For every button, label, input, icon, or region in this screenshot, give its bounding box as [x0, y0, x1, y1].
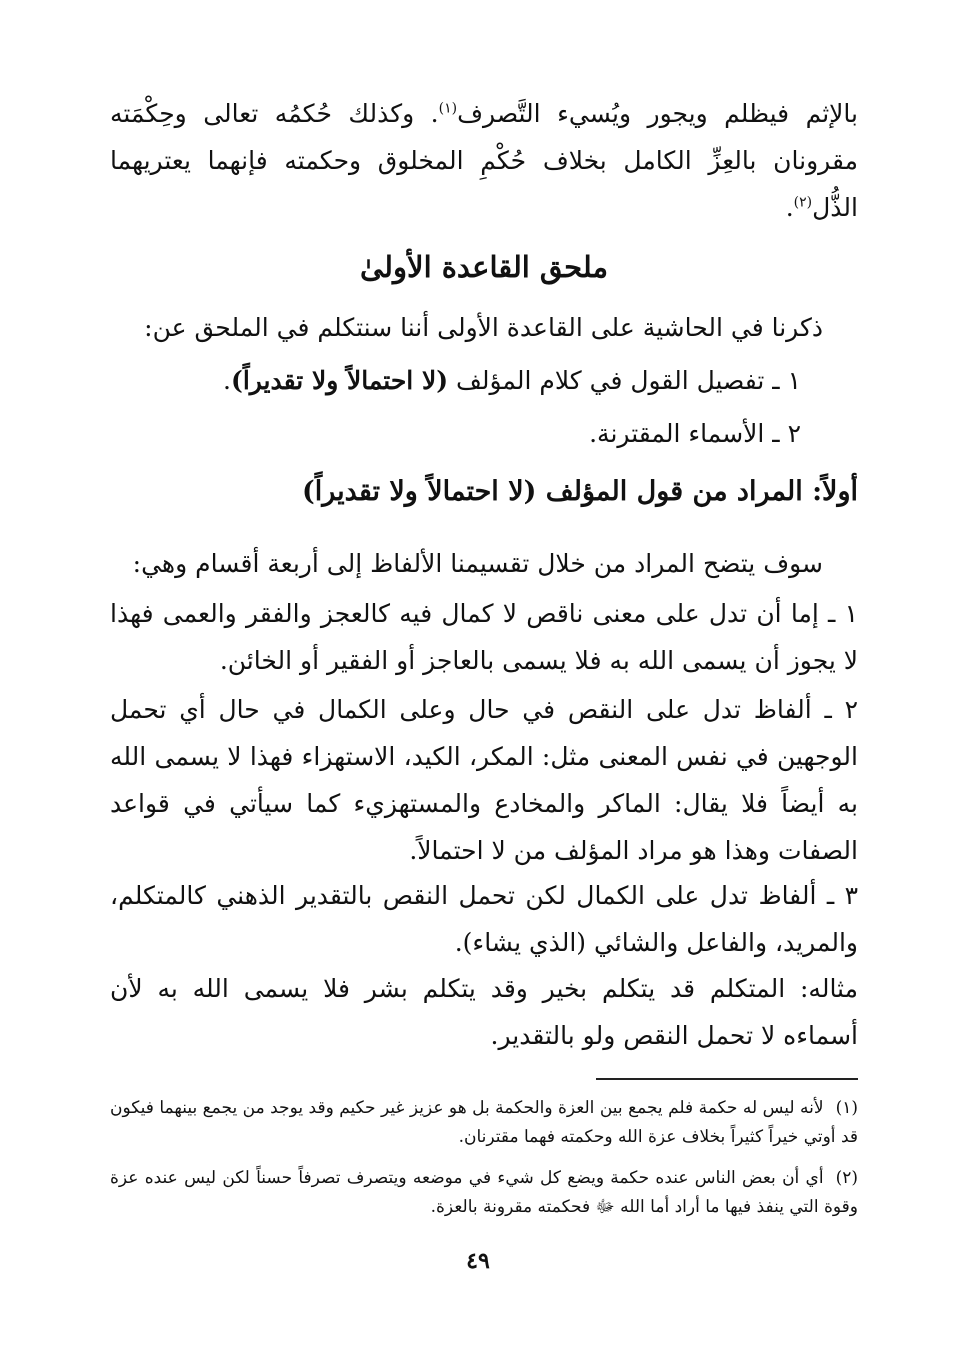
- paragraph-category-3: ٣ ـ ألفاظ تدل على الكمال لكن تحمل النقص بالتقدير الذهني كالمتكلم، والمريد، والفاعل والشائي (الذي يشاء).: [110, 881, 858, 957]
- list-item-1: [223, 357, 801, 404]
- footnote-ref-2[interactable]: (٢): [793, 194, 813, 211]
- footnote-2: [110, 1164, 858, 1222]
- footnote-2-text: أي أن بعض الناس عنده حكمة ويضع كل شيء في موضعه ويتصرف تصرفاً حسناً لكن ليس عنده عزة وقوة التي ينفذ فيها ما أراد أما الله ﷻ فحكمته مقرونة بالعزة.: [110, 1168, 858, 1217]
- list-item-1-suffix: .: [223, 366, 231, 395]
- footnote-divider: [596, 1078, 858, 1080]
- list-item-1-text: ١ ـ تفصيل القول في كلام المؤلف: [448, 366, 801, 395]
- footnote-ref-1[interactable]: (١): [438, 100, 458, 117]
- page-number: ٤٩: [466, 1248, 490, 1274]
- list-item-1-bold: (لا احتمالاً ولا تقديراً): [230, 366, 449, 395]
- footnote-1: [110, 1094, 858, 1152]
- intro-paragraph: ذكرنا في الحاشية على القاعدة الأولى أننا سنتكلم في الملحق عن:: [144, 313, 823, 342]
- paragraph-example: مثاله: المتكلم قد يتكلم بخير وقد يتكلم بشر فلا يسمى الله به لأن أسماءه لا تحمل النقص ولو بالتقدير.: [110, 974, 858, 1050]
- footnote-1-text: لأنه ليس له حكمة فلم يجمع بين العزة والحكمة بل هو عزيز غير حكيم وقد يوجد من يجمع بينهما فيكون قد أوتي خيراً كثيراً بخلاف عزة الله وحكمته فهما مقترنان.: [110, 1098, 858, 1147]
- paragraph-text-part3: .: [785, 193, 794, 222]
- list-item-2: ٢ ـ الأسماء المقترنة.: [589, 419, 801, 448]
- subsection-heading: أولاً: المراد من قول المؤلف (لا احتمالاً ولا تقديراً): [301, 476, 858, 507]
- paragraph-continuation: [110, 90, 858, 231]
- footnote-2-number: (٢): [835, 1168, 858, 1188]
- paragraph-text-part1: بالإثم فيظلم ويجور ويُسيء التَّصرف: [457, 99, 858, 128]
- footnote-1-number: (١): [835, 1098, 858, 1118]
- paragraph-category-1: ١ ـ إما أن تدل على معنى ناقص لا كمال فيه كالعجز والفقر والعمى فهذا لا يجوز أن يسمى الله به فلا يسمى بالعاجز أو الفقير أو الخائن.: [110, 599, 858, 675]
- section-heading: ملحق القاعدة الأولىٰ: [360, 250, 608, 284]
- paragraph-categories-intro: سوف يتضح المراد من خلال تقسيمنا الألفاظ إلى أربعة أقسام وهي:: [132, 549, 823, 578]
- paragraph-text-part2: . وكذلك حُكمُه تعالى وحِكْمَته مقرونان بالعِزِّ الكامل بخلاف حُكْمِ المخلوق وحكمته فإنهما يعتريهما الذُّل: [110, 99, 858, 222]
- paragraph-category-2: ٢ ـ ألفاظ تدل على النقص في حال وعلى الكمال في حال أي تحمل الوجهين في نفس المعنى مثل: المكر، الكيد، الاستهزاء فهذا لا يسمى الله به أيضاً فلا يقال: الماكر والمخادع والمستهزيء كما سيأتي في قواعد الصفات وهذا هو مراد المؤلف من لا احتمالاً.: [110, 695, 858, 865]
